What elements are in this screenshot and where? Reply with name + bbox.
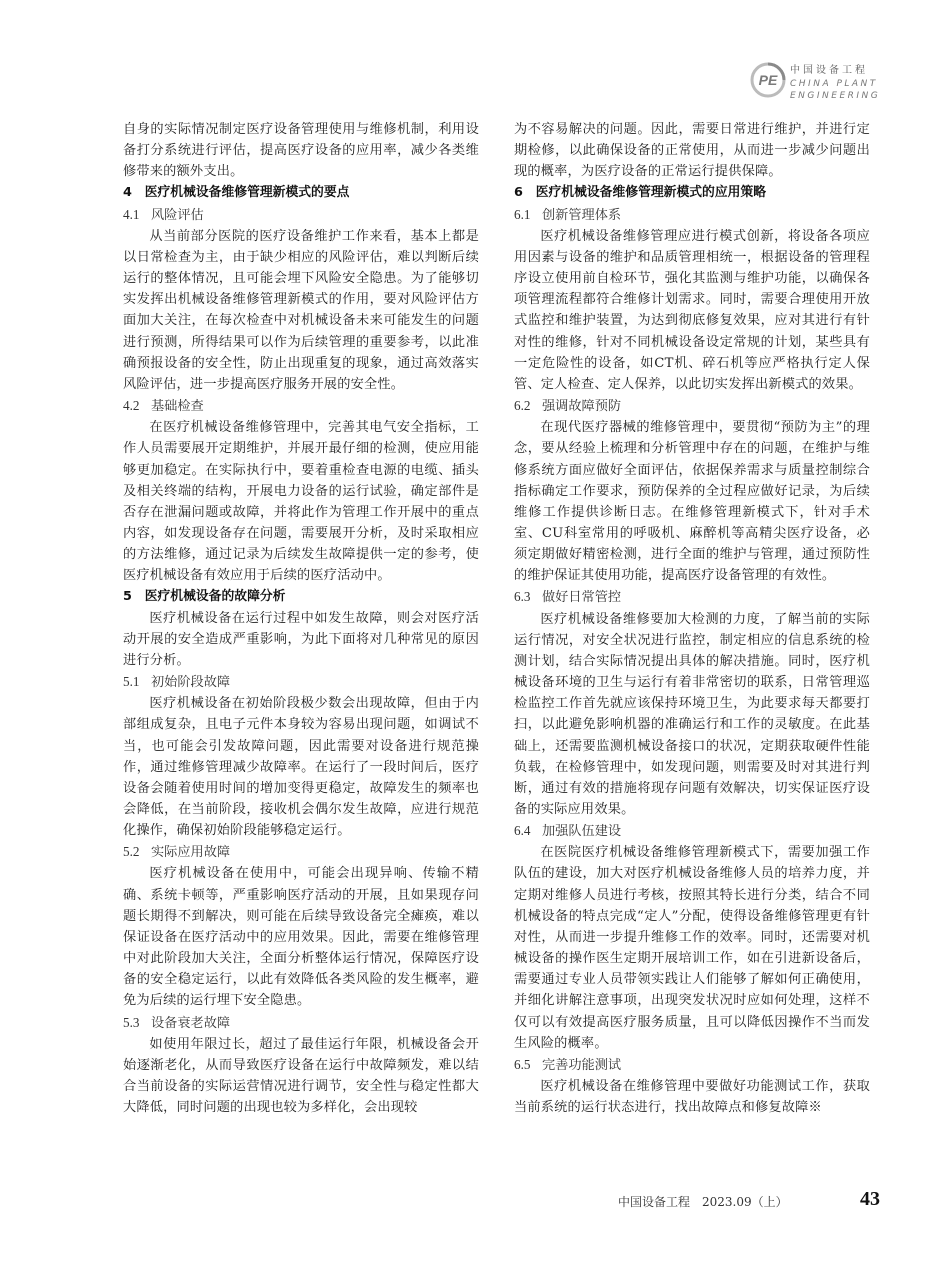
cpe-logo-icon (750, 62, 786, 98)
subsection-number: 5.2 (123, 844, 140, 860)
subsection-number: 6.5 (514, 1056, 531, 1072)
subsection-heading (514, 1054, 870, 1076)
paragraph: 为不容易解决的问题。因此，需要日常进行维护，并进行定期检修，以此确保设备的正常使用，从而进一步减少问题出现的概率，为医疗设备的正常运行提供保障。 (514, 122, 870, 180)
paragraph: 医疗机械设备维修要加大检测的力度，了解当前的实际运行情况，对安全状况进行监控，制定相应的信息系统的检测计划，结合实际情况提出具体的解决措施。同时，医疗机械设备环境的卫生与运行有着非常密切的联系，日常管理巡检监控工作首先就应该保持环境卫生，为此要求每天都要打扫，以此避免影响机器的准确运行和工作的灵敏度。在此基础上，还需要监测机械设备接口的状况，定期获取硬件性能负载，在检修管理中，如发现问题，则需要及时对其进行判断，通过有效的措施将现存问题有效解决，切实保证医疗设备的实际应用效果。 (514, 611, 870, 817)
subsection-title: 完善功能测试 (542, 1057, 622, 1073)
paragraph: 医疗机械设备在初始阶段极少数会出现故障，但由于内部组成复杂，且电子元件本身较为容易出现问题，如调试不当，也可能会引发故障问题，因此需要对设备进行规范操作，通过维修管理减少故障率。在运行了一段时间后，医疗设备会随着使用时间的增加变得更稳定，故障发生的频率也会降低，在当前阶段，接收机会偶尔发生故障，应进行规范化操作，确保初始阶段能够稳定运行。 (123, 696, 479, 839)
section-heading: 4 医疗机械设备维修管理新模式的要点 (123, 185, 350, 201)
journal-name-en-line1: CHINA PLANT (790, 79, 878, 89)
page-footer (618, 1188, 880, 1214)
subsection-heading (123, 841, 479, 863)
left-column (123, 119, 479, 1118)
paragraph: 医疗机械设备在运行过程中如发生故障，则会对医疗活动开展的安全造成严重影响，为此下面将对几种常见的原因进行分析。 (123, 610, 479, 668)
paragraph: 医疗机械设备在维修管理中要做好功能测试工作，获取当前系统的运行状态进行，找出故障点和修复故障※ (514, 1079, 870, 1116)
paragraph: 医疗机械设备维修管理应进行模式创新，将设备各项应用因素与设备的维护和品质管理相统一，根据设备的管理程序设立使用前自检环节，强化其监测与维护功能，以确保各项管理流程都符合维修计划需求。同时，需要合理使用开放式监控和维护装置，为达到彻底修复效果，应对其进行有针对性的维修，针对不同机械设备设定常规的计划，某些具有一定危险性的设备，如CT机、碎石机等应严格执行定人保管、定人检查、定人保养，以此切实发挥出新模式的效果。 (514, 228, 870, 392)
journal-name-en-line2: ENGINEERING (790, 91, 881, 101)
subsection-heading (123, 204, 479, 226)
subsection-number: 6.2 (514, 398, 531, 414)
subsection-number: 6.3 (514, 589, 531, 605)
subsection-number: 5.3 (123, 1014, 140, 1030)
paragraph: 在现代医疗器械的维修管理中，要贯彻“预防为主”的理念，要从经验上梳理和分析管理中存在的问题，在维护与维修系统方面应做好全面评估，依据保养需求与质量控制综合指标确定工作要求，预防保养的全过程应做好记录，为后续维修工作提供诊断日志。在维修管理新模式下，针对手术室、CU科室常用的呼吸机、麻醉机等高精尖医疗设备，必须定期做好精密检测，进行全面的维护与管理，通过预防性的维护保证其使用功能，提高医疗设备管理的有效性。 (514, 420, 870, 584)
subsection-heading (514, 586, 870, 608)
section-heading: 6 医疗机械设备维修管理新模式的应用策略 (514, 185, 767, 201)
subsection-title: 做好日常管控 (542, 590, 622, 606)
page-number: 43 (860, 1188, 880, 1210)
subsection-heading (123, 395, 479, 417)
subsection-title: 设备衰老故障 (151, 1015, 231, 1031)
subsection-title: 风险评估 (151, 207, 204, 223)
subsection-title: 实际应用故障 (151, 845, 231, 861)
journal-logo (750, 30, 930, 100)
subsection-number: 6.4 (514, 823, 531, 839)
journal-name-en (790, 78, 880, 102)
svg-text:PE: PE (758, 72, 778, 88)
journal-name-cn: 中国设备工程 (790, 65, 868, 76)
subsection-heading (514, 395, 870, 417)
paragraph: 在医院医疗机械设备维修管理新模式下，需要加强工作队伍的建设，加大对医疗机械设备维修人员的培养力度，并定期对维修人员进行考核，按照其特长进行分类，结合不同机械设备的特点完成“定人”分配，使得设备维修管理更有针对性，从而进一步提升维修工作的效率。同时，还需要对机械设备的操作医生定期开展培训工作，如在引进新设备后，需要通过专业人员带领实践让人们能够了解如何正确使用，并细化讲解注意事项，出现突发状况时应如何处理，这样不仅可以有效提高医疗服务质量，且可以降低因操作不当而发生风险的概率。 (514, 845, 870, 1051)
paragraph: 医疗机械设备在使用中，可能会出现异响、传输不精确、系统卡顿等，严重影响医疗活动的开展，且如果现存问题长期得不到解决，则可能在后续导致设备完全瘫痪，难以保证设备在医疗活动中的应用效果。因此，需要在维修管理中对此阶段加大关注，全面分析整体运行情况，保障医疗设备的安全稳定运行，以此有效降低各类风险的发生概率，避免为后续的运行埋下安全隐患。 (123, 866, 479, 1009)
subsection-heading (514, 820, 870, 842)
subsection-heading (514, 204, 870, 226)
subsection-number: 4.1 (123, 206, 140, 222)
subsection-title: 基础检查 (151, 399, 204, 415)
subsection-number: 6.1 (514, 206, 531, 222)
subsection-title: 加强队伍建设 (542, 824, 622, 840)
subsection-title: 初始阶段故障 (151, 675, 231, 691)
subsection-number: 4.2 (123, 398, 140, 414)
subsection-title: 创新管理体系 (542, 207, 622, 223)
paragraph: 如使用年限过长，超过了最佳运行年限，机械设备会开始逐渐老化，从而导致医疗设备在运行中故障频发，难以结合当前设备的实际运营情况进行调节，安全性与稳定性都大大降低，同时问题的出现也较为多样化，会出现较 (123, 1036, 479, 1116)
paragraph: 在医疗机械设备维修管理中，完善其电气安全指标，工作人员需要展开定期维护，并展开最仔细的检测，使应用能够更加稳定。在实际执行中，要着重检查电源的电缆、插头及相关终端的结构，开展电力设备的运行试验，确定部件是否存在泄漏问题或故障，并将此作为管理工作开展中的重点内容，如发现设备存在问题，需要展开分析，及时采取相应的方法维修，通过记录为后续发生故障提供一定的参考，使医疗机械设备有效应用于后续的医疗活动中。 (123, 420, 479, 584)
subsection-number: 5.1 (123, 674, 140, 690)
paragraph: 从当前部分医院的医疗设备维护工作来看，基本上都是以日常检查为主，由于缺少相应的风险评估，难以判断后续运行的整体情况，且可能会埋下风险安全隐患。为了能够切实发挥出机械设备维修管理新模式的作用，要对风险评估方面加大关注，在每次检查中对机械设备未来可能发生的问题进行预测，所得结果可以作为后续管理的重要参考，以此准确预报设备的安全性，防止出现重复的现象，通过高效落实风险评估，进一步提高医疗服务开展的安全性。 (123, 228, 479, 392)
right-column (514, 119, 870, 1118)
footer-journal-issue: 中国设备工程 2023.09（上） (618, 1195, 788, 1209)
paragraph: 自身的实际情况制定医疗设备管理使用与维修机制，利用设备打分系统进行评估，提高医疗设备的应用率，减少各类维修带来的额外支出。 (123, 122, 479, 180)
section-heading: 5 医疗机械设备的故障分析 (123, 589, 286, 605)
subsection-heading (123, 1012, 479, 1034)
subsection-title: 强调故障预防 (542, 399, 622, 415)
subsection-heading (123, 671, 479, 693)
